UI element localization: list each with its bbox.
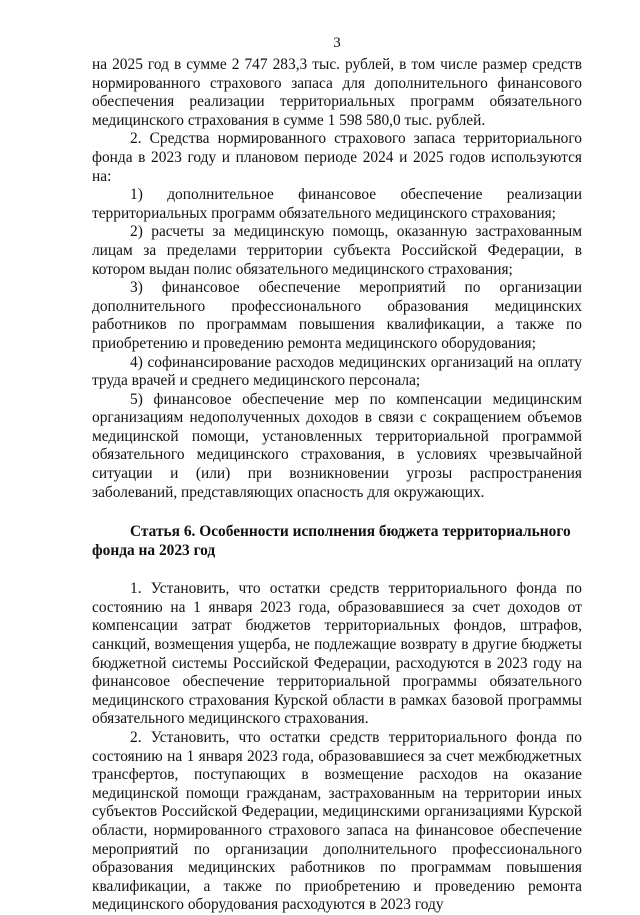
list-item-4: 4) софинансирование расходов медицинских организаций на оплату труда врачей и среднего медицинского персонала; bbox=[92, 353, 582, 390]
article-6-paragraph-1: 1. Установить, что остатки средств территориального фонда по состоянию на 1 января 2023 года, образовавшиеся за счет доходов от компенсации затрат бюджетов территориальных фондов, штрафов, санкций, возмещения ущерба, не подлежащие возврату в другие бюджеты бюджетной системы Российской Федерации, расходуются в 2023 году на финансовое обеспечение территориальной программы обязательного медицинского страхования Курской области в рамках базовой программы обязательного медицинского страхования. bbox=[92, 580, 582, 728]
list-item-1: 1) дополнительное финансовое обеспечение реализации территориальных программ обязательного медицинского страхования; bbox=[92, 186, 582, 222]
list-item-3: 3) финансовое обеспечение мероприятий по организации дополнительного профессионального образования медицинских работников по программам повышения квалификации, а также по приобретению и проведению ремонта медицинского оборудования; bbox=[92, 279, 582, 352]
list-item-2: 2) расчеты за медицинскую помощь, оказанную застрахованным лицам за пределами территории субъекта Российской Федерации, в котором выдан полис обязательного медицинского страхования; bbox=[92, 223, 582, 278]
paragraph-continuation: на 2025 год в сумме 2 747 283,3 тыс. рублей, в том числе размер средств нормированного страхового запаса для дополнительного финансового обеспечения реализации территориальных программ обязательного медицинского страхования в сумме 1 598 580,0 тыс. рублей. bbox=[92, 56, 582, 129]
page-number: 3 bbox=[333, 35, 341, 51]
article-6-heading: Статья 6. Особенности исполнения бюджета территориального фонда на 2023 год bbox=[92, 523, 571, 560]
list-item-5: 5) финансовое обеспечение мер по компенсации медицинским организациям недополученных доходов в связи с сокращением объемов медицинской помощи, установленных территориальной программой обязательного медицинского страхования, в условиях чрезвычайной ситуации и (или) при возникновении угрозы распространения заболеваний, представляющих опасность для окружающих. bbox=[92, 390, 582, 501]
paragraph-2: 2. Средства нормированного страхового запаса территориального фонда в 2023 году и плановом периоде 2024 и 2025 годов используются на: bbox=[92, 130, 582, 185]
article-6-paragraph-2: 2. Установить, что остатки средств территориального фонда по состоянию на 1 января 2023 года, образовавшиеся за счет межбюджетных трансфертов, поступающих в возмещение расходов на оказание медицинской помощи гражданам, застрахованным на территории иных субъектов Российской Федерации, медицинскими организациями Курской области, нормированного страхового запаса на финансовое обеспечение мероприятий по организации дополнительного профессионального образования медицинских работников по программам повышения квалификации, а также по приобретению и проведению ремонта медицинского оборудования расходуются в 2023 году bbox=[92, 729, 582, 914]
